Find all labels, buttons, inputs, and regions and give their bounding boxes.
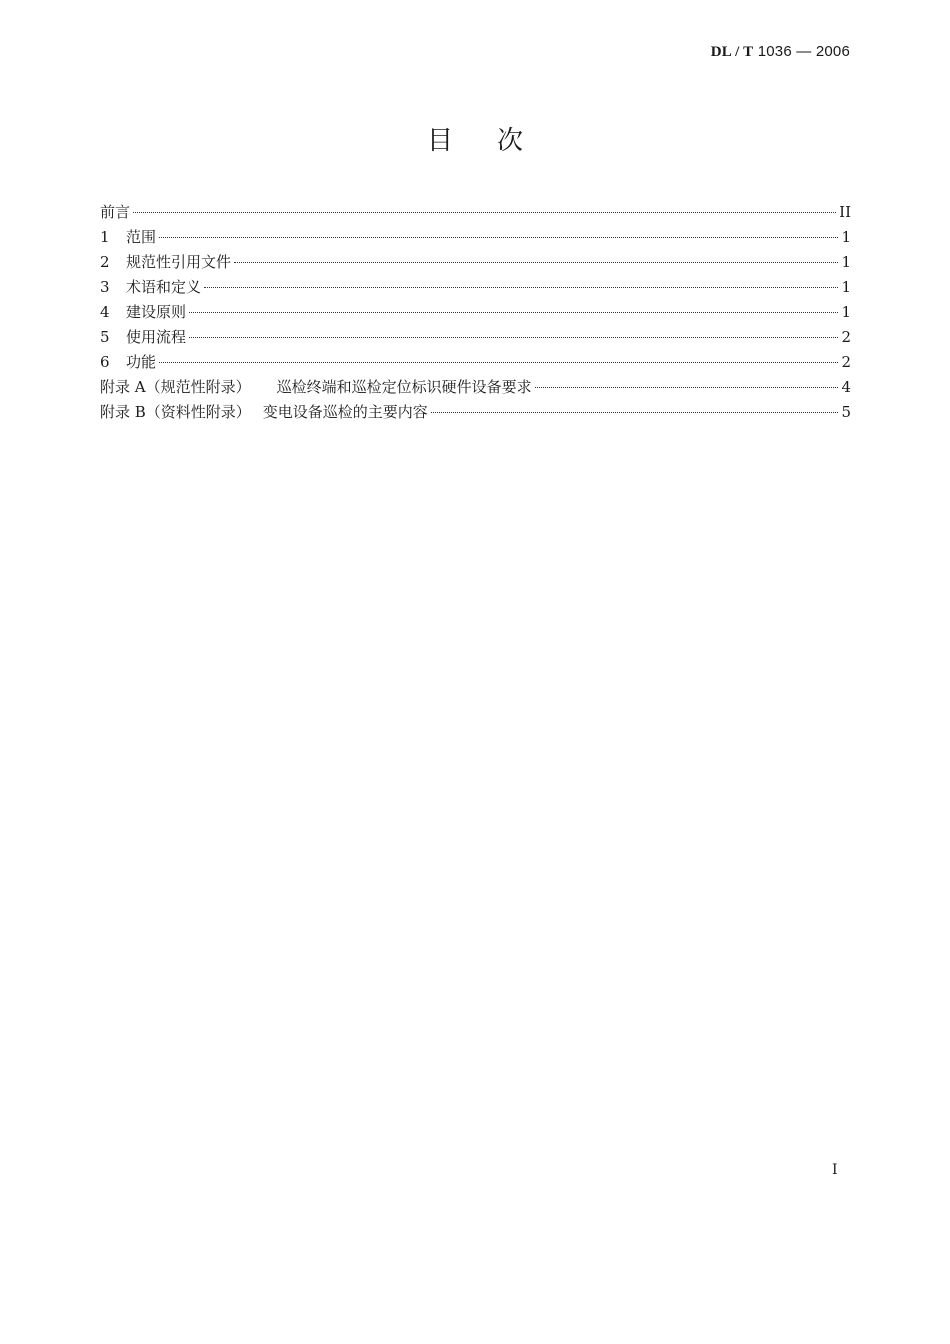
table-of-contents xyxy=(100,202,851,427)
toc-page: 2 xyxy=(841,353,851,371)
toc-entry-6[interactable] xyxy=(100,352,851,377)
toc-leader xyxy=(204,287,838,288)
toc-label xyxy=(100,377,532,397)
standard-code-number: 1036 — 2006 xyxy=(753,43,850,60)
toc-page: II xyxy=(839,203,851,221)
toc-label: 使用流程 xyxy=(126,328,187,346)
toc-leader xyxy=(234,262,838,263)
toc-page: 1 xyxy=(841,303,851,321)
toc-entry-3[interactable] xyxy=(100,277,851,302)
toc-label xyxy=(100,402,428,422)
toc-leader xyxy=(189,312,838,313)
appendix-label: 附录 A（规范性附录） xyxy=(100,378,251,396)
toc-number: 2 xyxy=(100,253,110,271)
toc-number: 5 xyxy=(100,328,110,346)
toc-page: 5 xyxy=(841,403,851,421)
toc-leader xyxy=(133,212,836,213)
toc-page: 1 xyxy=(841,253,851,271)
toc-page: 2 xyxy=(841,328,851,346)
toc-page: 1 xyxy=(841,278,851,296)
toc-page: 4 xyxy=(841,378,851,396)
standard-code-prefix: DL / T xyxy=(710,44,754,60)
toc-entry-4[interactable] xyxy=(100,302,851,327)
toc-entry-5[interactable] xyxy=(100,327,851,352)
toc-leader xyxy=(159,362,838,363)
toc-entry-1[interactable] xyxy=(100,227,851,252)
appendix-title: 变电设备巡检的主要内容 xyxy=(262,403,428,421)
toc-label: 功能 xyxy=(126,353,157,371)
toc-number: 3 xyxy=(100,278,110,296)
standard-code xyxy=(711,43,850,61)
page-number: I xyxy=(832,1162,838,1178)
toc-number: 4 xyxy=(100,303,110,321)
toc-label: 规范性引用文件 xyxy=(126,253,232,271)
appendix-title: 巡检终端和巡检定位标识硬件设备要求 xyxy=(276,378,532,396)
page-title: 目次 xyxy=(426,126,567,156)
toc-label: 术语和定义 xyxy=(126,278,202,296)
toc-entry-appendix-a[interactable] xyxy=(100,377,851,402)
toc-entry-2[interactable] xyxy=(100,252,851,277)
toc-entry-appendix-b[interactable] xyxy=(100,402,851,427)
toc-leader xyxy=(159,237,838,238)
toc-label: 前言 xyxy=(100,203,131,221)
toc-number: 6 xyxy=(100,353,110,371)
toc-leader xyxy=(189,337,838,338)
toc-label: 范围 xyxy=(126,228,157,246)
toc-leader xyxy=(431,412,838,413)
toc-number: 1 xyxy=(100,228,110,246)
toc-label: 建设原则 xyxy=(126,303,187,321)
toc-leader xyxy=(535,387,838,388)
toc-entry-foreword[interactable] xyxy=(100,202,851,227)
toc-page: 1 xyxy=(841,228,851,246)
appendix-label: 附录 B（资料性附录） xyxy=(100,403,251,421)
